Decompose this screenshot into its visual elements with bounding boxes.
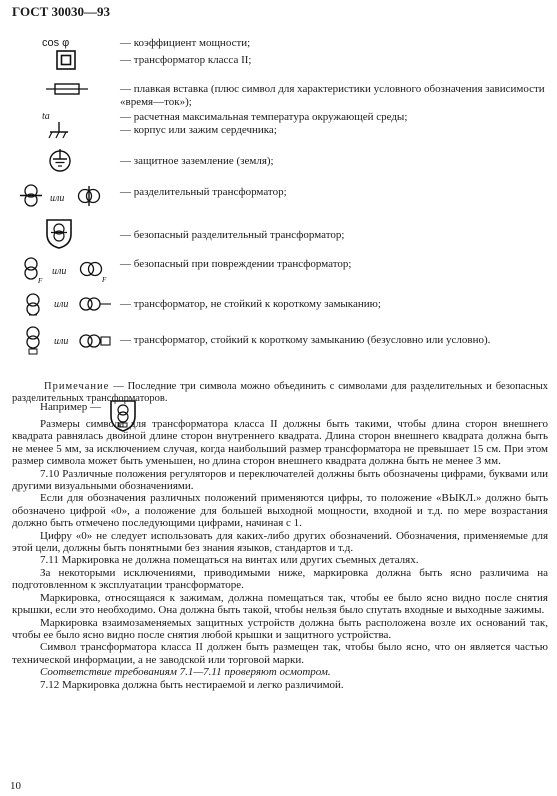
class-ii-transformer-icon — [56, 50, 76, 70]
symbol-caption-safety-isolating: — безопасный разделительный трансформатор; — [120, 229, 345, 241]
symbol-caption-fail-safe: — безопасный при повреждении трансформатор; — [120, 258, 352, 270]
symbol-caption-temperature: — расчетная максимальная температура окружающей среды; — [120, 111, 408, 123]
symbol-caption-earth: — защитное заземление (земля); — [120, 155, 274, 167]
fuse-icon — [46, 81, 88, 97]
or-label: или — [54, 336, 69, 347]
protective-earth-icon — [48, 148, 72, 172]
non-short-circuit-proof-horizontal-icon — [78, 294, 112, 314]
paragraph: Маркировка, относящаяся к зажимам, должна помещаться так, чтобы ее было ясно видно после снятия крышки, если это необходимо. Она должна быть такой, чтобы нельзя было спутать входные и выходные зажимы. — [12, 591, 548, 617]
paragraph: Размеры символа для трансформатора класса II должны быть такими, чтобы длина сторон внешнего квадрата равнялась двойной длине сторон внутреннего квадрата. Длина сторон внешнего квадрата должна быть не менее 5 мм, за исключением случая, когда наибольший размер трансформатора не превышает 15 см. При этом размер символа может быть уменьшен, но длина сторон внешнего квадрата должна быть не менее 3 мм. — [12, 418, 548, 468]
isolating-transformer-vertical-icon — [18, 183, 44, 209]
paragraph: Если для обозначения различных положений применяются цифры, то положение «ВЫКЛ.» должно быть обозначено цифрой «0», а положение для большей выходной мощности, входной и т.д. по мере возрастания должно быть отмечено последующими цифрами, начиная с 1. — [12, 492, 548, 530]
note-text: — Последние три символа можно объединить с символами для разделительных и безопасных разделительных трансформаторов. — [12, 381, 548, 404]
or-label: или — [50, 193, 65, 204]
paragraph: 7.11 Маркировка не должна помещаться на винтах или других съемных деталях. — [40, 554, 419, 567]
paragraph: 7.12 Маркировка должна быть нестираемой и легко различимой. — [40, 678, 344, 691]
isolating-transformer-horizontal-icon — [76, 185, 102, 207]
paragraph: Маркировка взаимозаменяемых защитных устройств должна быть расположена возле их оснований так, чтобы ее было ясно видно после снятия любой крышки и защитного устройства. — [12, 616, 548, 641]
paragraph: 7.10 Различные положения регуляторов и переключателей должны быть обозначены цифрами, буквами или другими визуальными обозначениями. — [12, 467, 548, 493]
svg-text:F: F — [102, 276, 107, 284]
safety-isolating-transformer-icon — [44, 217, 74, 249]
paragraph: За некоторыми исключениями, приводимыми ниже, маркировка должна быть ясно различима на подготовленном к эксплуатации трансформаторе. — [12, 566, 548, 592]
cos-phi-symbol: cos φ — [42, 37, 70, 49]
paragraph: Символ трансформатора класса II должен быть размещен так, чтобы было ясно, что он является частью технической информации, а не заводской или торговой марки. — [12, 641, 548, 666]
chassis-terminal-icon — [48, 121, 70, 141]
ambient-temperature-symbol: ta — [42, 111, 50, 122]
or-label: или — [54, 299, 69, 310]
symbol-caption-class-ii: — трансформатор класса II; — [120, 54, 252, 66]
fail-safe-transformer-horizontal-icon — [78, 258, 110, 284]
svg-text:F: F — [38, 277, 43, 284]
or-label: или — [52, 266, 67, 277]
paragraph: Цифру «0» не следует использовать для каких-либо других обозначений. Обозначения, применяемые для этой цели, должны быть понятными без знания языков, стандартов и т.д. — [12, 529, 548, 555]
symbol-caption-non-short-circuit-proof: — трансформатор, не стойкий к короткому замыканию; — [120, 298, 381, 310]
symbol-caption-fuse: — плавкая вставка (плюс символ для характеристики условного обозначения зависимости «время—ток»); — [120, 83, 545, 108]
body-text — [12, 418, 548, 691]
example-label: Например — — [40, 401, 102, 413]
symbol-caption-power-factor: — коэффициент мощности; — [120, 37, 251, 49]
note-heading: Примечание — [44, 381, 110, 392]
fail-safe-transformer-vertical-icon — [20, 256, 46, 284]
symbol-caption-chassis: — корпус или зажим сердечника; — [120, 124, 277, 136]
non-short-circuit-proof-vertical-icon — [22, 292, 44, 318]
compliance-check: Соответствие требованиям 7.1—7.11 проверяют осмотром. — [40, 666, 331, 679]
symbol-caption-short-circuit-proof: — трансформатор, стойкий к короткому замыканию (безусловно или условно). — [120, 334, 491, 346]
short-circuit-proof-vertical-icon — [22, 326, 44, 356]
short-circuit-proof-horizontal-icon — [78, 330, 112, 352]
symbol-caption-isolating: — разделительный трансформатор; — [120, 186, 287, 198]
page-number: 10 — [10, 780, 21, 792]
standard-header: ГОСТ 30030—93 — [12, 4, 111, 19]
